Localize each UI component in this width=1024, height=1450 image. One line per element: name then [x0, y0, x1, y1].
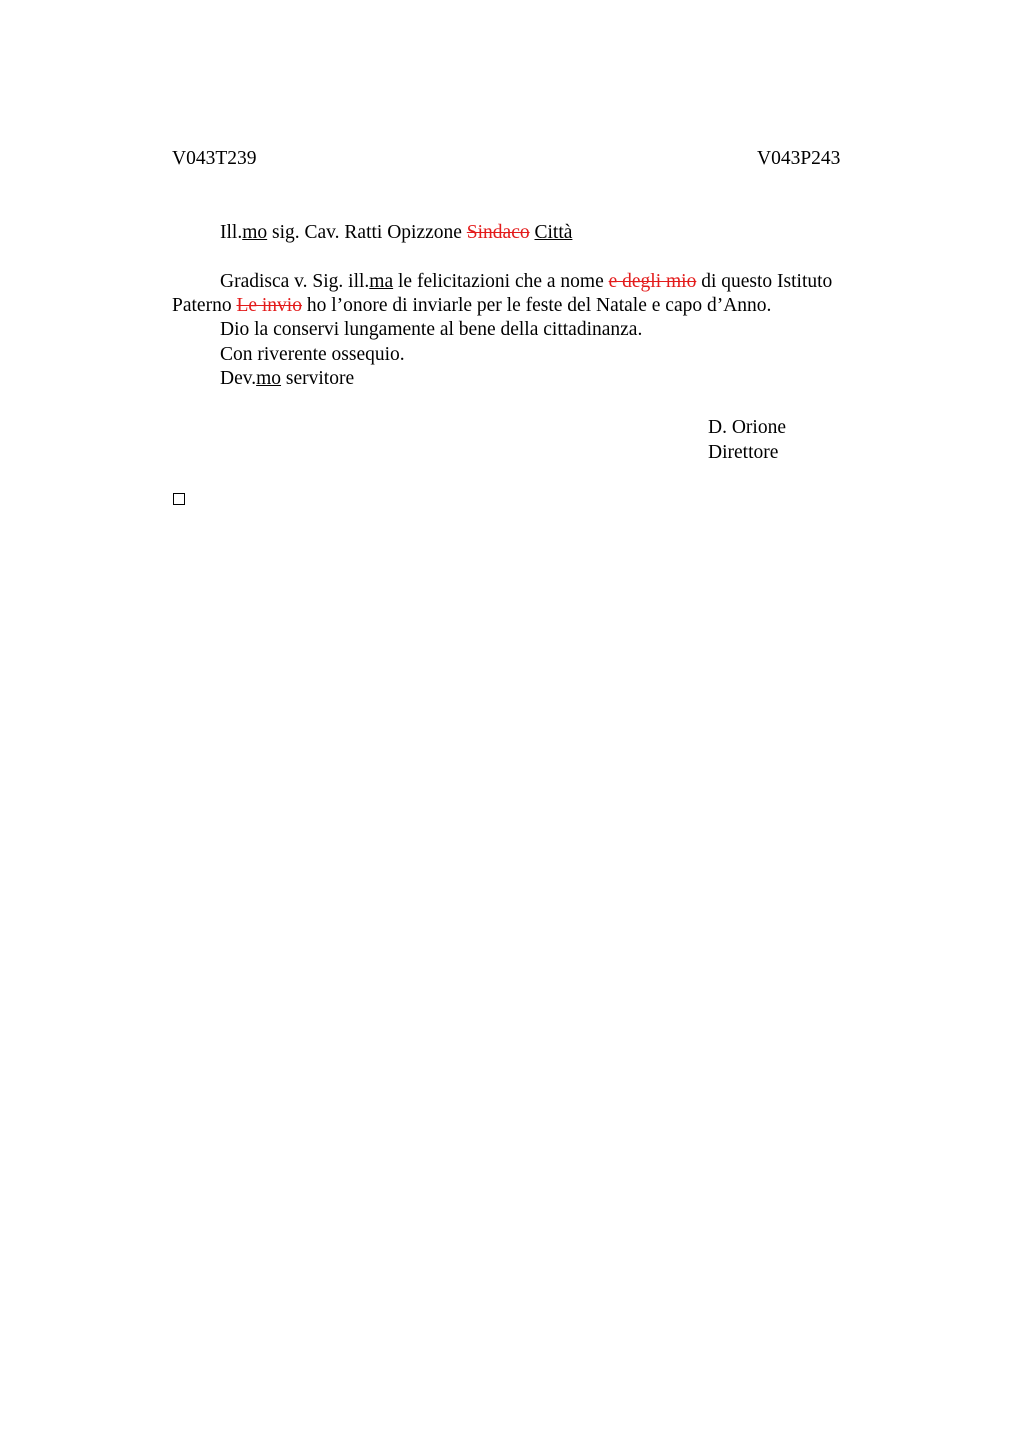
- header-left-code: V043T239: [172, 148, 257, 169]
- body-line-5: [220, 367, 354, 391]
- checkbox-icon: [173, 493, 185, 505]
- header-right-code: V043P243: [757, 148, 841, 169]
- address-prefix: Ill.: [220, 222, 243, 243]
- body-line-1-text-c: di questo Istituto: [696, 271, 833, 292]
- body-line-2-text-a: Paterno: [172, 295, 237, 316]
- body-line-5-text-a: Dev.: [220, 368, 257, 389]
- body-line-1-deleted: e degli mio: [608, 271, 697, 292]
- body-line-5-text-b: servitore: [281, 368, 355, 389]
- signature-name: D. Orione: [708, 417, 786, 438]
- body-line-1-abbrev: ma: [369, 271, 394, 292]
- address-city: Città: [534, 222, 573, 243]
- body-line-3: Dio la conservi lungamente al bene della cittadinanza.: [220, 319, 643, 340]
- body-line-2-text-b: ho l’onore di inviarle per le feste del Natale e capo d’Anno.: [301, 295, 772, 316]
- body-line-1: [220, 270, 832, 294]
- body-line-2: [172, 294, 771, 318]
- signature-title: Direttore: [708, 442, 779, 463]
- address-line: [220, 221, 572, 245]
- body-line-1-text-a: Gradisca v. Sig. ill.: [220, 271, 370, 292]
- body-line-2-deleted: Le invio: [236, 295, 302, 316]
- address-deleted-word: Sindaco: [466, 222, 530, 243]
- address-abbrev: mo: [242, 222, 268, 243]
- body-line-1-text-b: le felicitazioni che a nome: [393, 271, 609, 292]
- address-name: sig. Cav. Ratti Opizzone: [267, 222, 467, 243]
- body-line-5-abbrev: mo: [256, 368, 282, 389]
- body-line-4: Con riverente ossequio.: [220, 344, 405, 365]
